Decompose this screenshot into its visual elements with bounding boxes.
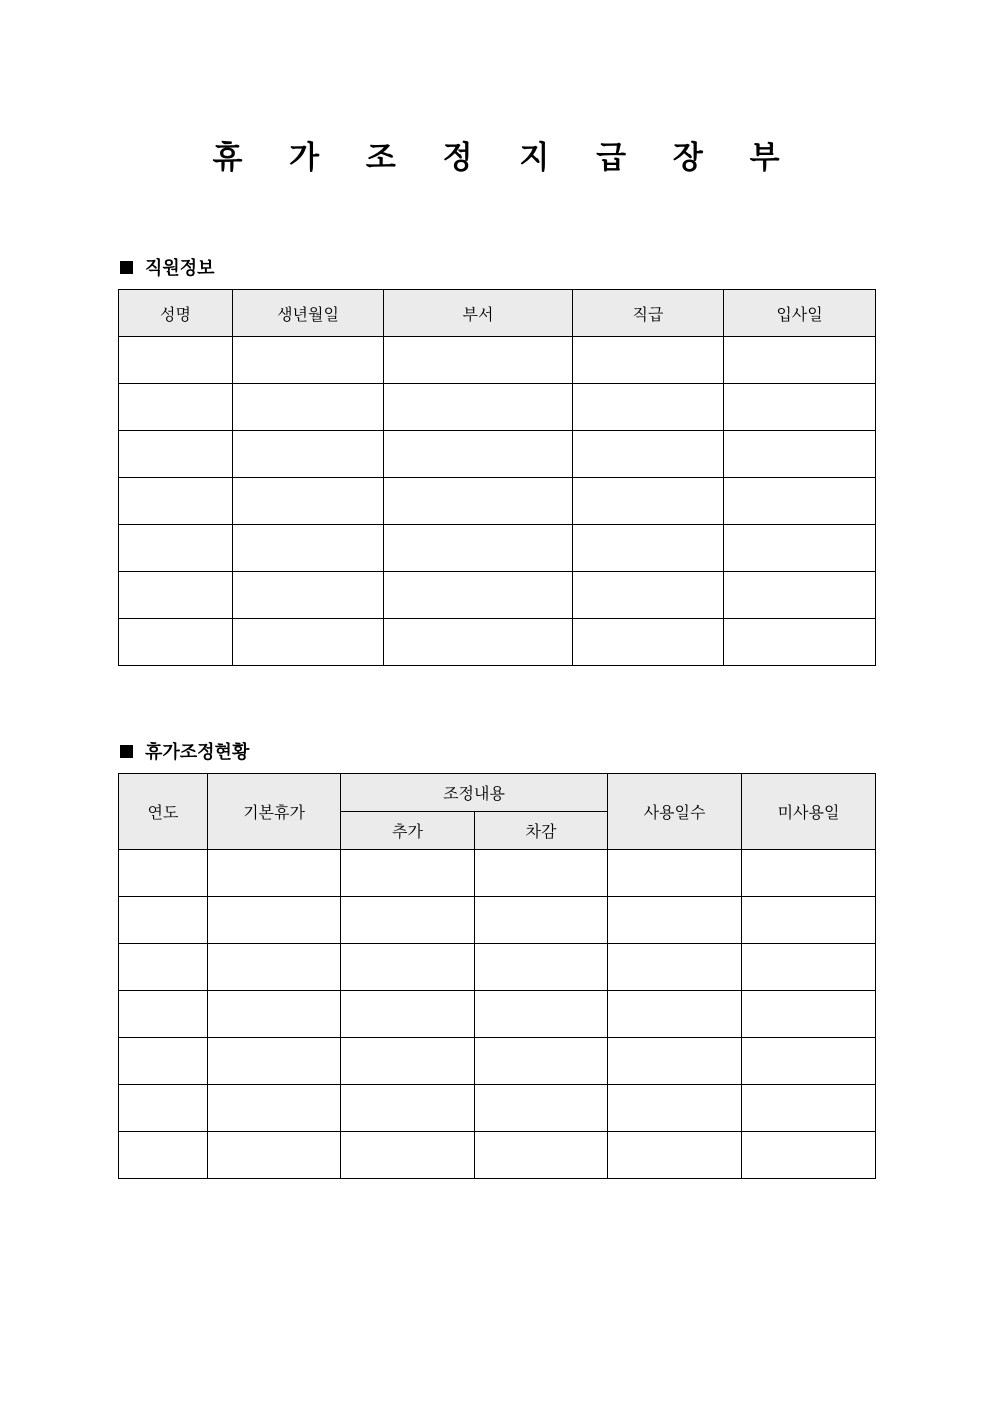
leave-adjustment-table	[118, 773, 876, 1179]
header-used-days: 사용일수	[608, 774, 742, 850]
leave-section-heading	[120, 738, 249, 764]
leave-cell[interactable]	[208, 991, 341, 1038]
leave-cell[interactable]	[608, 991, 742, 1038]
leave-cell[interactable]	[119, 1038, 208, 1085]
leave-cell[interactable]	[475, 944, 608, 991]
employee-section-title: 직원정보	[145, 258, 215, 279]
leave-cell[interactable]	[608, 1132, 742, 1179]
leave-cell[interactable]	[208, 850, 341, 897]
employee-row	[119, 384, 876, 431]
header-base-leave: 기본휴가	[208, 774, 341, 850]
header-deduct: 차감	[475, 812, 608, 850]
employee-section-heading	[120, 254, 215, 280]
header-name: 성명	[119, 290, 233, 337]
employee-cell[interactable]	[384, 572, 573, 619]
employee-cell[interactable]	[573, 478, 724, 525]
leave-cell[interactable]	[608, 1085, 742, 1132]
leave-cell[interactable]	[742, 991, 876, 1038]
employee-table-body	[119, 337, 876, 666]
document-title: 휴 가 조 정 지 급 장 부	[212, 140, 798, 176]
square-bullet-icon	[120, 261, 133, 274]
employee-cell[interactable]	[384, 619, 573, 666]
leave-cell[interactable]	[742, 944, 876, 991]
employee-cell[interactable]	[573, 431, 724, 478]
employee-cell[interactable]	[384, 337, 573, 384]
employee-cell[interactable]	[119, 478, 233, 525]
employee-cell[interactable]	[384, 384, 573, 431]
leave-cell[interactable]	[742, 1085, 876, 1132]
employee-cell[interactable]	[573, 619, 724, 666]
employee-cell[interactable]	[724, 572, 876, 619]
leave-cell[interactable]	[742, 897, 876, 944]
employee-cell[interactable]	[233, 337, 384, 384]
employee-row	[119, 337, 876, 384]
leave-cell[interactable]	[475, 1038, 608, 1085]
employee-cell[interactable]	[724, 525, 876, 572]
leave-cell[interactable]	[341, 991, 475, 1038]
employee-cell[interactable]	[233, 619, 384, 666]
employee-cell[interactable]	[724, 337, 876, 384]
employee-cell[interactable]	[384, 525, 573, 572]
leave-cell[interactable]	[341, 897, 475, 944]
leave-cell[interactable]	[608, 850, 742, 897]
header-hire-date: 입사일	[724, 290, 876, 337]
leave-cell[interactable]	[119, 850, 208, 897]
leave-cell[interactable]	[475, 1085, 608, 1132]
leave-cell[interactable]	[341, 1085, 475, 1132]
leave-row	[119, 991, 876, 1038]
leave-cell[interactable]	[208, 1038, 341, 1085]
leave-cell[interactable]	[742, 1132, 876, 1179]
employee-row	[119, 478, 876, 525]
leave-table-body	[119, 850, 876, 1179]
employee-row	[119, 619, 876, 666]
leave-cell[interactable]	[208, 1085, 341, 1132]
leave-cell[interactable]	[608, 1038, 742, 1085]
header-position: 직급	[573, 290, 724, 337]
leave-cell[interactable]	[341, 850, 475, 897]
employee-cell[interactable]	[119, 572, 233, 619]
leave-cell[interactable]	[608, 897, 742, 944]
leave-cell[interactable]	[119, 897, 208, 944]
employee-cell[interactable]	[233, 431, 384, 478]
employee-cell[interactable]	[724, 431, 876, 478]
leave-cell[interactable]	[208, 944, 341, 991]
leave-cell[interactable]	[742, 1038, 876, 1085]
header-birthdate: 생년월일	[233, 290, 384, 337]
employee-info-table	[118, 289, 876, 666]
leave-row	[119, 944, 876, 991]
leave-cell[interactable]	[341, 1132, 475, 1179]
leave-cell[interactable]	[475, 991, 608, 1038]
leave-cell[interactable]	[742, 850, 876, 897]
leave-cell[interactable]	[208, 1132, 341, 1179]
employee-cell[interactable]	[119, 337, 233, 384]
leave-cell[interactable]	[119, 944, 208, 991]
leave-section-title: 휴가조정현황	[145, 742, 250, 763]
leave-row	[119, 1132, 876, 1179]
leave-cell[interactable]	[119, 1085, 208, 1132]
employee-cell[interactable]	[119, 619, 233, 666]
employee-cell[interactable]	[573, 572, 724, 619]
employee-cell[interactable]	[119, 431, 233, 478]
leave-cell[interactable]	[341, 944, 475, 991]
employee-cell[interactable]	[724, 619, 876, 666]
leave-cell[interactable]	[119, 1132, 208, 1179]
employee-cell[interactable]	[384, 431, 573, 478]
employee-cell[interactable]	[233, 525, 384, 572]
employee-row	[119, 572, 876, 619]
leave-header-row-1	[119, 774, 876, 812]
leave-row	[119, 1038, 876, 1085]
leave-cell[interactable]	[608, 944, 742, 991]
leave-cell[interactable]	[208, 897, 341, 944]
employee-row	[119, 525, 876, 572]
employee-header-row	[119, 290, 876, 337]
leave-cell[interactable]	[475, 897, 608, 944]
employee-cell[interactable]	[119, 384, 233, 431]
employee-cell[interactable]	[233, 478, 384, 525]
employee-cell[interactable]	[119, 525, 233, 572]
header-year: 연도	[119, 774, 208, 850]
leave-row	[119, 850, 876, 897]
header-adjustment: 조정내용	[341, 774, 608, 812]
header-department: 부서	[384, 290, 573, 337]
employee-cell[interactable]	[573, 525, 724, 572]
employee-cell[interactable]	[384, 478, 573, 525]
leave-row	[119, 897, 876, 944]
leave-cell[interactable]	[475, 850, 608, 897]
leave-cell[interactable]	[341, 1038, 475, 1085]
employee-cell[interactable]	[573, 384, 724, 431]
employee-cell[interactable]	[233, 572, 384, 619]
employee-cell[interactable]	[573, 337, 724, 384]
header-unused-days: 미사용일	[742, 774, 876, 850]
leave-cell[interactable]	[475, 1132, 608, 1179]
employee-cell[interactable]	[233, 384, 384, 431]
employee-row	[119, 431, 876, 478]
leave-cell[interactable]	[119, 991, 208, 1038]
header-add: 추가	[341, 812, 475, 850]
square-bullet-icon	[120, 745, 133, 758]
employee-cell[interactable]	[724, 478, 876, 525]
employee-cell[interactable]	[724, 384, 876, 431]
leave-row	[119, 1085, 876, 1132]
